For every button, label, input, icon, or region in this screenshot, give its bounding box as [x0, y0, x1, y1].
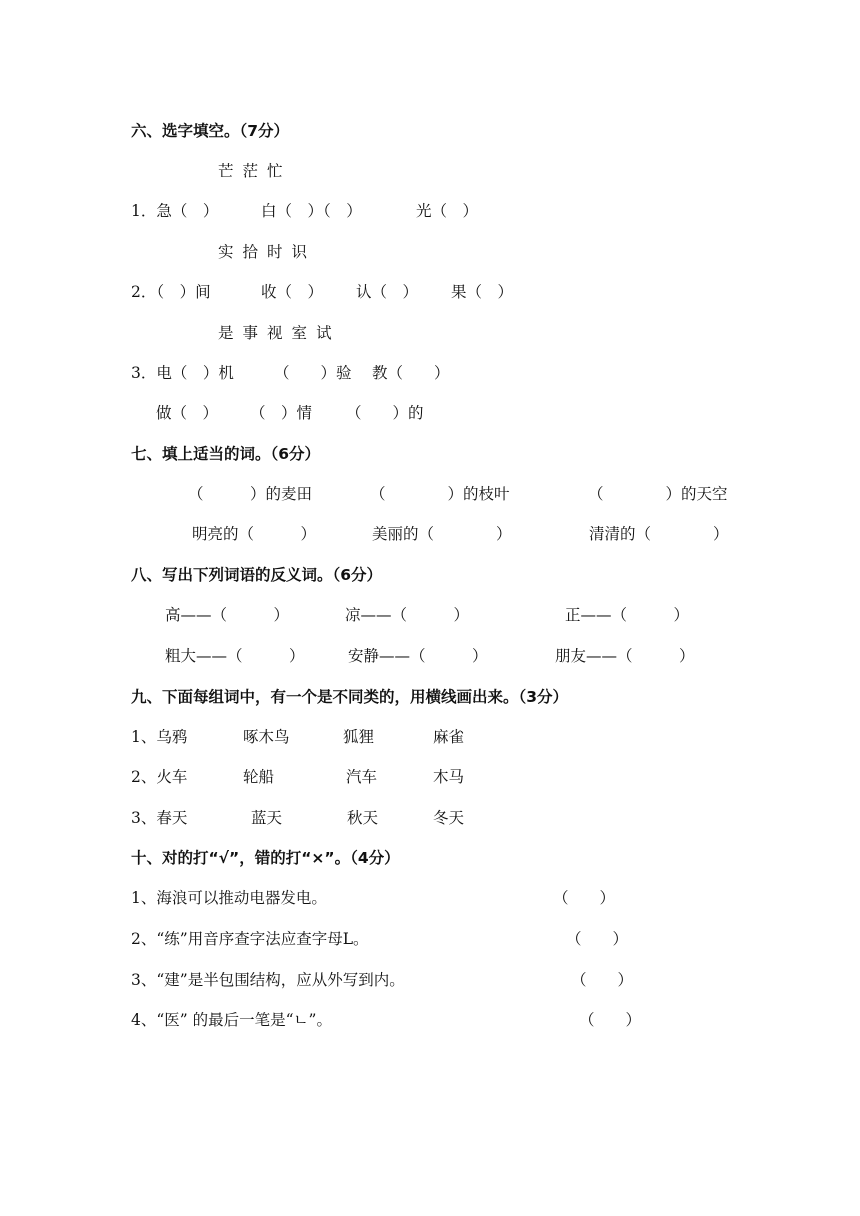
s9-row: [131, 725, 731, 749]
antonym-item: 粗大——（ ）: [165, 647, 305, 665]
fill-item: （ ）的枝叶: [370, 485, 510, 503]
word: 狐狸: [343, 728, 375, 746]
judge-answer-box: （ ）: [566, 930, 629, 948]
judge-item: [131, 1008, 731, 1032]
judge-item: [131, 968, 731, 992]
judge-answer-box: （ ）: [579, 1011, 642, 1029]
blank-item: 果（ ）: [451, 283, 514, 301]
blank-item: 光（ ）: [416, 202, 479, 220]
blank-item: 教（ ）: [372, 364, 450, 382]
s6-group3-row2: [156, 401, 856, 425]
section-6-title: 六、选字填空。（7分）: [131, 122, 290, 140]
char-option: 实: [218, 243, 234, 261]
blank-item: 认（ ）: [356, 283, 419, 301]
s6-group1-chars: [218, 159, 292, 183]
blank-item: （ ）情: [250, 404, 313, 422]
s6-group3-row: [131, 361, 831, 385]
char-option: 试: [316, 324, 332, 342]
judge-statement: 3、“建”是半包围结构，应从外写到内。: [131, 971, 405, 989]
s8-row1: [165, 603, 825, 627]
s6-group2-row: [131, 280, 831, 304]
blank-item: 1．急（ ）: [131, 202, 219, 220]
word: 2、火车: [131, 768, 188, 786]
char-option: 是: [218, 324, 234, 342]
section-7-title: 七、填上适当的词。（6分）: [131, 445, 321, 463]
word: 啄木鸟: [243, 728, 290, 746]
blank-item: （ ）的: [346, 404, 424, 422]
antonym-item: 朋友——（ ）: [555, 647, 695, 665]
char-option: 芒: [218, 162, 234, 180]
antonym-item: 安静——（ ）: [348, 647, 488, 665]
judge-answer-box: （ ）: [553, 889, 616, 907]
fill-item: （ ）的麦田: [188, 485, 313, 503]
antonym-item: 正——（ ）: [565, 606, 690, 624]
antonym-item: 凉——（ ）: [345, 606, 470, 624]
word: 冬天: [433, 809, 465, 827]
s7-row2: [192, 522, 852, 546]
char-option: 拾: [242, 243, 259, 261]
judge-answer-box: （ ）: [571, 971, 634, 989]
char-option: 时: [267, 243, 283, 261]
blank-item: 做（ ）: [156, 404, 219, 422]
s8-row2: [165, 644, 825, 668]
word: 麻雀: [433, 728, 465, 746]
s9-row: [131, 806, 731, 830]
word: 秋天: [347, 809, 379, 827]
s7-row1: [188, 482, 848, 506]
judge-item: [131, 927, 731, 951]
s6-group1-row: [131, 199, 831, 223]
s6-group2-chars: [218, 240, 316, 264]
word: 3、春天: [131, 809, 188, 827]
s6-group3-chars: [218, 321, 341, 345]
blank-item: 2．（ ）间: [131, 283, 211, 301]
char-option: 茫: [242, 162, 259, 180]
fill-item: 清清的（ ）: [589, 525, 729, 543]
word: 汽车: [346, 768, 378, 786]
char-option: 室: [291, 324, 308, 342]
blank-item: 收（ ）: [261, 283, 324, 301]
blank-item: 白（ ）（ ）: [261, 202, 362, 220]
judge-statement: 2、“练”用音序查字法应查字母L。: [131, 930, 369, 948]
s9-row: [131, 765, 731, 789]
section-8-title: 八、写出下列词语的反义词。（6分）: [131, 566, 383, 584]
section-10-title: 十、对的打“√”，错的打“×”。（4分）: [131, 849, 400, 867]
fill-item: 明亮的（ ）: [192, 525, 317, 543]
fill-item: 美丽的（ ）: [372, 525, 512, 543]
blank-item: （ ）验: [274, 364, 352, 382]
judge-item: [131, 886, 731, 910]
judge-statement: 1、海浪可以推动电器发电。: [131, 889, 327, 907]
judge-statement: 4、“医” 的最后一笔是“ㄴ”。: [131, 1011, 332, 1029]
word: 蓝天: [251, 809, 283, 827]
char-option: 识: [291, 243, 308, 261]
section-9-title: 九、下面每组词中，有一个是不同类的，用横线画出来。（3分）: [131, 688, 569, 706]
word: 1、乌鸦: [131, 728, 188, 746]
char-option: 忙: [267, 162, 283, 180]
blank-item: 3．电（ ）机: [131, 364, 234, 382]
antonym-item: 高——（ ）: [165, 606, 290, 624]
char-option: 事: [242, 324, 259, 342]
word: 木马: [433, 768, 465, 786]
word: 轮船: [243, 768, 275, 786]
fill-item: （ ）的天空: [588, 485, 728, 503]
char-option: 视: [267, 324, 283, 342]
